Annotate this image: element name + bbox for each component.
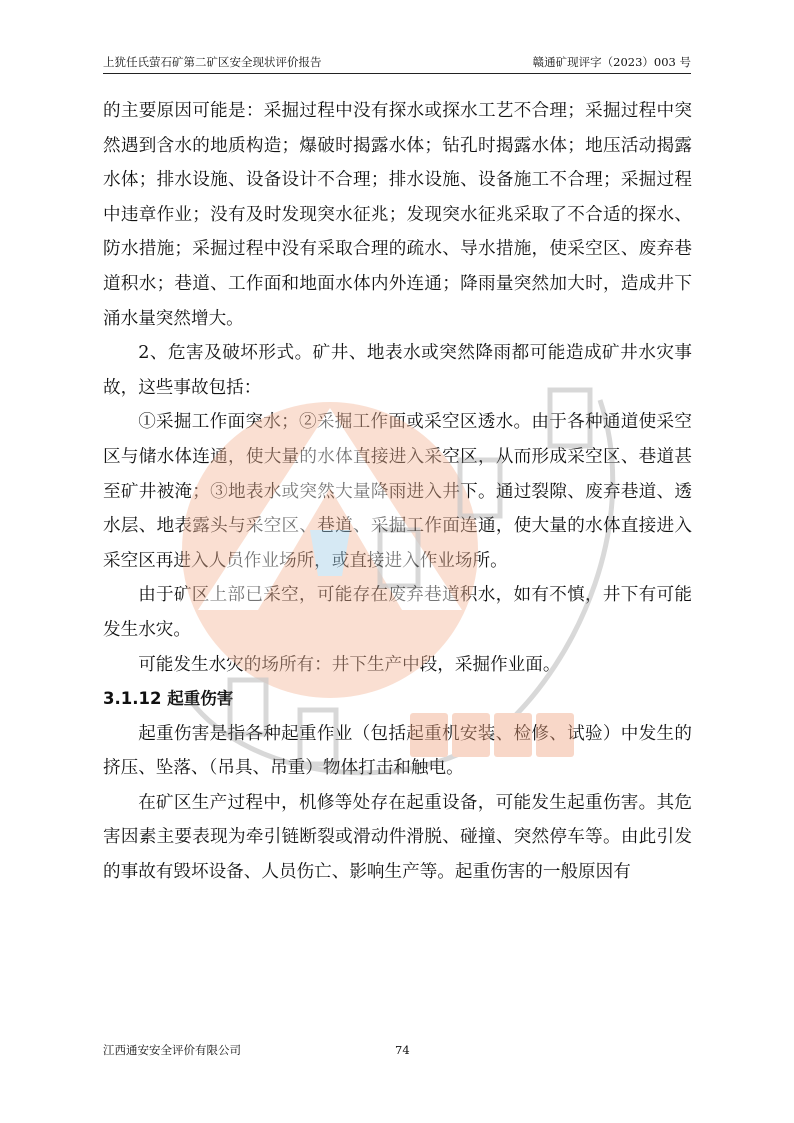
document-body xyxy=(103,94,692,890)
report-number: 赣通矿现评字（2023）003 号 xyxy=(532,55,691,69)
paragraph-accident-types: ①采掘工作面突水；②采掘工作面或采空区透水。由于各种通道使采空区与储水体连通，使大量的水体直接进入采空区，从而形成采空区、巷道甚至矿井被淹；③地表水或突然大量降雨进入井下。通过裂隙、废弃巷道、透水层、地表露头与采空区、巷道、采掘工作面连通，使大量的水体直接进入采空区再进入人员作业场所，或直接进入作业场所。 xyxy=(103,412,692,571)
section-heading-lifting-injury: 3.1.12 起重伤害 xyxy=(103,689,234,709)
paragraph-flood-locations: 可能发生水灾的场所有：井下生产中段，采掘作业面。 xyxy=(138,654,561,675)
paragraph-lifting-definition: 起重伤害是指各种起重作业（包括起重机安装、检修、试验）中发生的挤压、坠落、（吊具、吊重）物体打击和触电。 xyxy=(103,723,692,779)
paragraph-goaf-water: 由于矿区上部已采空，可能存在废弃巷道积水，如有不慎，井下有可能发生水灾。 xyxy=(103,585,692,640)
footer-company-name: 江西通安安全评价有限公司 xyxy=(103,1043,241,1057)
paragraph-causes: 的主要原因可能是：采掘过程中没有探水或探水工艺不合理；采掘过程中突然遇到含水的地质构造；爆破时揭露水体；钻孔时揭露水体；地压活动揭露水体；排水设施、设备设计不合理；排水设施、设备施工不合理；采掘过程中违章作业；没有及时发现突水征兆；发现突水征兆采取了不合适的探水、防水措施；采掘过程中没有采取合理的疏水、导水措施，使采空区、废弃巷道积水；巷道、工作面和地面水体内外连通；降雨量突然加大时，造成井下涌水量突然增大。 xyxy=(103,101,692,329)
paragraph-hazard-forms: 2、危害及破坏形式。矿井、地表水或突然降雨都可能造成矿井水灾事故，这些事故包括： xyxy=(103,343,692,398)
page-number: 74 xyxy=(395,1043,410,1057)
page-header xyxy=(103,51,691,74)
report-title: 上犹任氏萤石矿第二矿区安全现状评价报告 xyxy=(103,55,322,69)
paragraph-lifting-factors: 在矿区生产过程中，机修等处存在起重设备，可能发生起重伤害。其危害因素主要表现为牵引链断裂或滑动件滑脱、碰撞、突然停车等。由此引发的事故有毁坏设备、人员伤亡、影响生产等。起重伤害的一般原因有 xyxy=(103,792,692,883)
